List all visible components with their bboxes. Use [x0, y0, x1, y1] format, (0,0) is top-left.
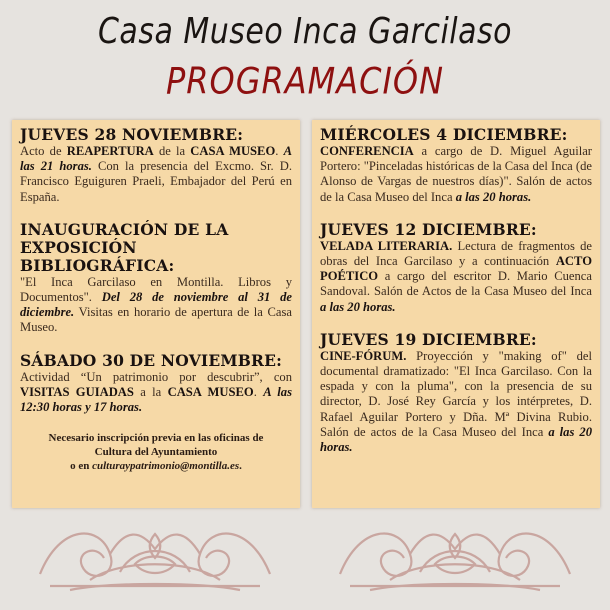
right-program-panel [312, 120, 600, 508]
event-description: "El Inca Garcilaso en Montilla. Libros y Documentos". Del 28 de noviembre al 31 de diciembre. Visitas en horario de apertura de la Casa Museo. [20, 274, 292, 335]
event-heading: INAUGURACIÓN DE LA EXPOSICIÓN BIBLIOGRÁFICA: [20, 219, 229, 275]
event-description: Acto de REAPERTURA de la CASA MUSEO. A las 21 horas. Con la presencia del Excmo. Sr. D. Francisco Eguiguren Praeli, Embajador del Perú en España. [20, 144, 293, 204]
event-heading: JUEVES 28 NOVIEMBRE: [20, 125, 244, 144]
event-description: CINE-FÓRUM. Proyección y "making of" del documental dramatizado: "El Inca Garcilaso. Con la espada y con la pluma", con la presencia de su director, D. José Rey García y los intérpretes, D. Rafael Aguilar Portero y Dña. Mª Divina Rubio. Salón de actos de la Casa Museo del Inca a las 20 horas. [320, 348, 592, 455]
left-program-panel [12, 120, 300, 508]
event-19-dic [320, 331, 592, 455]
event-heading: JUEVES 12 DICIEMBRE: [320, 219, 537, 239]
event-4-dic [320, 126, 592, 205]
filigree-ornament-icon [330, 514, 580, 594]
event-heading: JUEVES 19 DICIEMBRE: [320, 329, 537, 349]
event-28-nov [20, 126, 292, 205]
event-12-dic [320, 221, 592, 315]
event-heading: SÁBADO 30 DE NOVIEMBRE: [20, 350, 283, 370]
page-subtitle: PROGRAMACIÓN [165, 59, 445, 103]
registration-note: Necesario inscripción previa en las oficinas de Cultura del Ayuntamiento o en culturaypatrimonio@montilla.es. [48, 432, 264, 473]
event-description: CONFERENCIA a cargo de D. Miguel Aguilar Portero: "Pinceladas históricas de la Casa del Inca (de Alonso de Vargas de nuestros días)". Salón de actos de la Casa Museo del Inca a las 20 horas. [320, 144, 592, 204]
event-description: Actividad “Un patrimonio por descubrir”, con VISITAS GUIADAS a la CASA MUSEO. A las 12:30 horas y 17 horas. [20, 369, 292, 415]
page-title: Casa Museo Inca Garcilaso [97, 10, 513, 53]
event-heading: MIÉRCOLES 4 DICIEMBRE: [320, 125, 568, 144]
event-exposicion [20, 221, 292, 336]
event-30-nov [20, 352, 292, 416]
event-description: VELADA LITERARIA. Lectura de fragmentos de obras del Inca Garcilaso y a continuación ACTO POÉTICO a cargo del escritor D. Mario Cuenca Sandoval. Salón de Actos de la Casa Museo del Inca a las 20 horas. [320, 238, 592, 314]
email-link[interactable]: culturaypatrimonio@montilla.es [92, 460, 240, 473]
filigree-ornament-icon [30, 514, 280, 594]
